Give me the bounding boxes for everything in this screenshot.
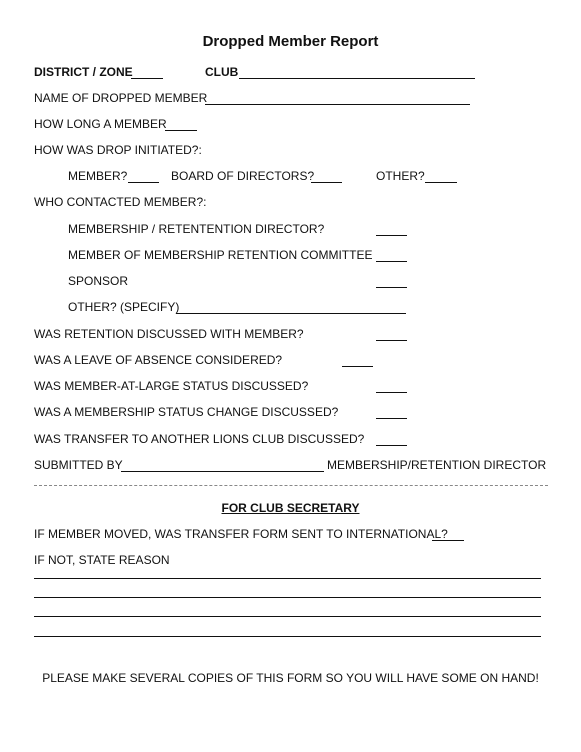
retention-discussed-blank[interactable] (376, 340, 407, 341)
committee-member-label: MEMBER OF MEMBERSHIP RETENTION COMMITTEE (68, 248, 373, 262)
dropped-member-name-label: NAME OF DROPPED MEMBER (34, 91, 208, 105)
club-secretary-heading: FOR CLUB SECRETARY (221, 501, 360, 515)
reason-line[interactable] (34, 636, 541, 637)
reason-line[interactable] (34, 578, 541, 579)
sponsor-blank[interactable] (376, 287, 407, 288)
other-specify-blank[interactable] (176, 313, 406, 314)
submitted-role-label: MEMBERSHIP/RETENTION DIRECTOR (327, 458, 547, 472)
leave-absence-blank[interactable] (342, 366, 373, 367)
committee-member-blank[interactable] (376, 261, 407, 262)
status-change-label: WAS A MEMBERSHIP STATUS CHANGE DISCUSSED? (34, 405, 339, 419)
transfer-form-label: IF MEMBER MOVED, WAS TRANSFER FORM SENT TO INTERNATIONAL? (34, 527, 448, 541)
member-at-large-label: WAS MEMBER-AT-LARGE STATUS DISCUSSED? (34, 379, 309, 393)
district-zone-label: DISTRICT / ZONE (34, 65, 133, 79)
member-at-large-blank[interactable] (376, 392, 407, 393)
transfer-lions-blank[interactable] (376, 445, 407, 446)
board-option-blank[interactable] (311, 182, 342, 183)
membership-director-blank[interactable] (376, 235, 407, 236)
who-contacted-label: WHO CONTACTED MEMBER?: (34, 195, 207, 209)
district-zone-blank[interactable] (131, 78, 163, 79)
submitted-by-blank[interactable] (121, 471, 324, 472)
status-change-blank[interactable] (376, 418, 407, 419)
report-title: Dropped Member Report (202, 33, 379, 50)
dashed-divider (34, 485, 548, 486)
club-label: CLUB (205, 65, 239, 79)
member-option-label: MEMBER? (68, 169, 128, 183)
how-long-label: HOW LONG A MEMBER (34, 117, 167, 131)
reason-line[interactable] (34, 616, 541, 617)
other-option-blank[interactable] (425, 182, 457, 183)
how-long-blank[interactable] (165, 130, 197, 131)
sponsor-label: SPONSOR (68, 274, 129, 288)
dropped-member-name-blank[interactable] (205, 104, 470, 105)
membership-director-label: MEMBERSHIP / RETENTENTION DIRECTOR? (68, 222, 325, 236)
board-option-label: BOARD OF DIRECTORS? (171, 169, 315, 183)
member-option-blank[interactable] (128, 182, 159, 183)
drop-initiated-label: HOW WAS DROP INITIATED?: (34, 143, 202, 157)
transfer-lions-label: WAS TRANSFER TO ANOTHER LIONS CLUB DISCUSSED? (34, 432, 365, 446)
reason-line[interactable] (34, 597, 541, 598)
state-reason-label: IF NOT, STATE REASON (34, 553, 170, 567)
club-blank[interactable] (239, 78, 475, 79)
retention-discussed-label: WAS RETENTION DISCUSSED WITH MEMBER? (34, 327, 304, 341)
transfer-form-blank[interactable] (432, 540, 464, 541)
other-specify-label: OTHER? (SPECIFY) (68, 300, 180, 314)
submitted-by-label: SUBMITTED BY (34, 458, 123, 472)
leave-absence-label: WAS A LEAVE OF ABSENCE CONSIDERED? (34, 353, 283, 367)
footer-note: PLEASE MAKE SEVERAL COPIES OF THIS FORM SO YOU WILL HAVE SOME ON HAND! (42, 671, 539, 685)
other-option-label: OTHER? (376, 169, 425, 183)
